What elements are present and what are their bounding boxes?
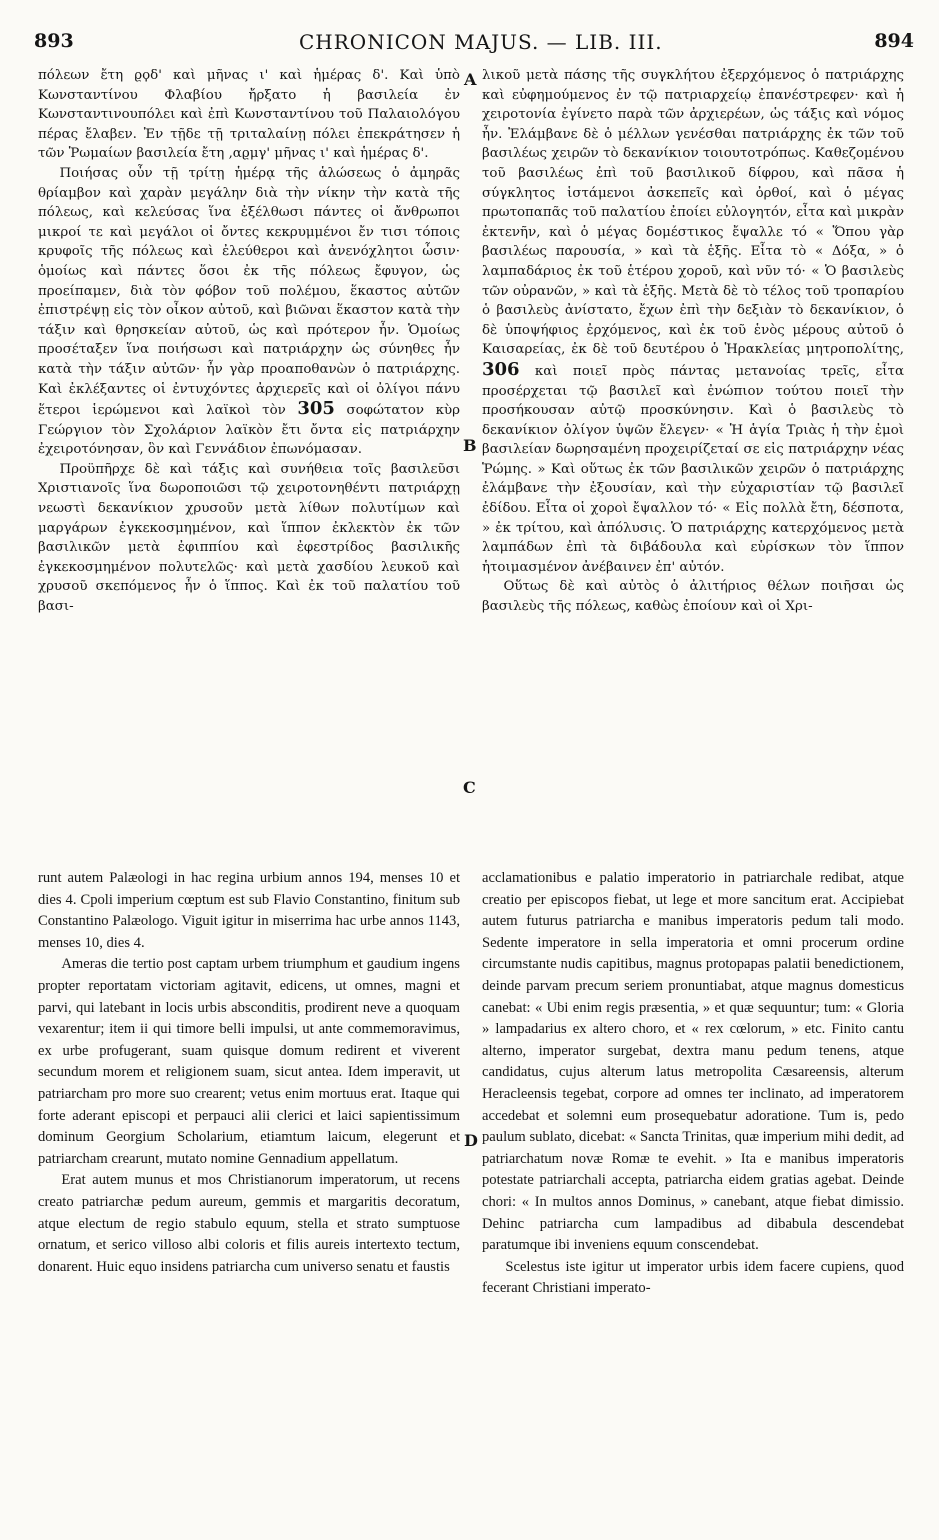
latin-right-paragraph-2: Scelestus iste igitur ut imperator urbis idem facere cupiens, quod fecerant Christiani imperato- <box>482 1258 904 1297</box>
greek-right-paragraph-1 <box>482 66 904 577</box>
latin-column-right <box>482 868 904 1300</box>
page-marker-305: 305 <box>297 398 335 420</box>
page-header <box>34 30 914 62</box>
latin-left-paragraph-3: Erat autem munus et mos Christianorum imperatorum, ut recens creato patriarchæ pedum aureum, gemmis et margaritis decoratum, atque electum de regio stabulo equum, stella et strato sumptuose ornatum, et serico villoso albi coloris et filis aureis intertexto tectum, donarent. Huic equo insidens patriarcha cum universo senatu et faustis <box>38 1172 460 1275</box>
page-number-left: 893 <box>34 30 74 52</box>
greek-left-paragraph-2-text: Ποιήσας οὖν τῇ τρίτῃ ἡμέρᾳ τῆς ἁλώσεως ὁ ἀμηρᾶς θρίαμβον καὶ χαρὰν μεγάλην διὰ τὴν νίκην τὴν κατὰ τῆς πόλεως, καὶ κελεύσας ἵνα ἐξέλθωσι πάντες οἱ ἄνθρωποι μικροί τε καὶ μεγάλοι οἱ ὄντες κεκρυμμένοι ἔν τισι τόποις κρυφοῖς τῆς πόλεως καὶ ἐλεύθεροι καὶ ἀνενόχλητοι ὦσιν· ὁμοίως καὶ πάντες ὅσοι ἐκ τῆς πόλεως ἔφυγον, ὡς προείπαμεν, διὰ τὸν φόβον τοῦ πολέμου, ἕκαστος αὐτῶν ἐπιστρέψῃ εἰς τὸν οἶκον αὐτοῦ, καὶ βιῶναι ἕκαστον κατὰ τὴν τάξιν καὶ θρησκείαν αὐτοῦ, ὡς καὶ πρότερον ἦν. Ὁμοίως προσέταξεν ἵνα ποιήσωσι καὶ πατριάρχην ὡς σύνηθες ἦν κατὰ τὴν τάξιν αὐτῶν· ἦν γὰρ προαποθανὼν ὁ πατριάρχης. Καὶ ἐκλέξαντες οἱ ἐντυχόντες ἀρχιερεῖς καὶ οἱ ὀλίγοι πάνυ ἕτεροι ἱερώμενοι καὶ λαϊκοὶ τὸν <box>38 165 460 419</box>
margin-letter-c: C <box>463 778 476 797</box>
running-title: CHRONICON MAJUS. — LIB. III. <box>299 30 663 54</box>
latin-left-paragraph-1: runt autem Palæologi in hac regina urbium annos 194, menses 10 et dies 4. Cpoli imperium cœptum est sub Flavio Constantino, finitum sub Constantino Palæologo. Viguit igitur in miserrima hac urbe annos 1143, menses 10, dies 4. <box>38 870 460 951</box>
latin-right-paragraph-1: acclamationibus e palatio imperatorio in patriarchale redibat, atque creatio per episcopos fiebat, ut lege et more sancitum erat. Accipiebat autem futurus patriarcha e manibus imperatoris pedum tali modo. Sedente imperatore in sella imperatoria et omni procerum ordine circumstante nudis capitibus, magnus protopapas palatii benedictionem, deinde parvam precum seriem pronuntiabat, atque magnus domesticus canebat: « Ubi enim regis præsentia, » et quæ sequuntur; tum: « Gloria » lampadarius ex altero choro, et « rex cœlorum, » etc. Finito cantu alterno, imperator surgebat, dextra manu pedum tenens, atque candidatus, cujus alterum latus metropolita Cæsareensis, alterum Heracleensis tegebat, corpore ad omnes ter inclinato, ad imperatorem accedebat et solemni eum prosequebatur adoratione. Tum is, pedo paulum sublato, dicebat: « Sancta Trinitas, quæ imperium mihi dedit, ad patriarchatum novæ Romæ te evehit. » Ita e manibus imperatoris potestate patriarchali accepta, patriarcha eidem gratias agebat. Deinde chori: « In multos annos Dominus, » canebant, atque fiebat dimissio. Dehinc patriarcha cum lampadibus ad dibabula descendebat paratumque ibi inveniens equum conscendebat. <box>482 870 904 1254</box>
greek-column-right <box>482 66 904 617</box>
margin-letter-b: B <box>463 436 477 455</box>
page-marker-306: 306 <box>482 358 520 380</box>
latin-left-paragraph-2: Ameras die tertio post captam urbem triumphum et gaudium ingens propter reportatam victoriam agitavit, edicens, ut omnes, magni et parvi, qui latebant in locis urbis absconditis, prodirent neve a quoquam vexarentur; item ii qui timore belli impulsi, ut ante commemoravimus, ex urbe profugerant, suam quisque domum redirent et viverent secundum morem et religionem suam, sicut antea. Idem imperavit, ut patriarcham pro more suo crearent; vetus enim mortuus erat. Itaque qui forte aderant episcopi et perpauci alii clerici et laici sapientissimum dominum Georgium Scholarium, etiamtum laicum, elegerunt et patriarcham crearunt, mutato nomine Gennadium appellatum. <box>38 956 460 1167</box>
greek-left-paragraph-1: πόλεων ἔτη ϱϙδ' καὶ μῆνας ι' καὶ ἡμέρας δ'. Καὶ ὑπὸ Κωνσταντίνου Φλαβίου ἤρξατο ἡ βασιλεία ἐν Κωνσταντινουπόλει καὶ ἐπὶ Κωνσταντίνου τοῦ Παλαιολόγου πέρας ἔλαβεν. Ἐν τῇδε τῇ τριταλαίνῃ πόλει ἐπεκράτησεν ἡ τῶν Ῥωμαίων βασιλεία ἔτη ‚αϱμγ' μῆνας ι' καὶ ἡμέρας δ'. <box>38 68 460 162</box>
greek-column-left <box>38 66 460 617</box>
greek-right-paragraph-1-continued: καὶ ποιεῖ πρὸς πάντας μετανοίας τρεῖς, εἶτα προσέρχεται τῷ βασιλεῖ καὶ ἐνώπιον τούτου ποιεῖ τὴν προσήκουσαν αὐτῷ προσκύνησιν. Καὶ ὁ βασιλεὺς τὸ δεκανίκιον ὀλίγον ὑψῶν ἔλεγεν· « Ἡ ἁγία Τριὰς ἡ τὴν ἐμοὶ βασιλείαν δωρησαμένη προχειρίζεταί σε εἰς πατριάρχην νέας Ῥώμης. » Καὶ οὕτως ἐκ τῶν βασιλικῶν χειρῶν ὁ πατριάρχης ἐλάμβανε τὴν ἐξουσίαν, καὶ τὴν εὐχαριστίαν τῷ βασιλεῖ ἐδίδου. Εἶτα οἱ χοροὶ ἔψαλλον τό· « Εἰς πολλὰ ἔτη, δέσποτα, » ἐκ τρίτου, καὶ ἀπόλυσις. Ὁ πατριάρχης κατερχόμενος μετὰ λαμπάδων ἐπὶ τὰ διβάδουλα καὶ εὑρίσκων τὸν ἵππον ἡτοιμασμένον ἀνέβαινεν ἐπ' αὐτόν. <box>482 363 904 575</box>
greek-left-paragraph-2 <box>38 164 460 460</box>
greek-left-paragraph-2-continued: σοφώτατον κὺρ Γεώργιον τὸν Σχολάριον λαϊκὸν ἔτι ὄντα εἰς πατριάρχην ἐχειροτόνησαν, ὃν καὶ Γεννάδιον ἐπωνόμασαν. <box>38 403 460 458</box>
page-number-right: 894 <box>874 30 914 52</box>
margin-letter-a: A <box>464 70 477 89</box>
greek-right-paragraph-2: Οὕτως δὲ καὶ αὐτὸς ὁ ἀλιτήριος θέλων ποιῆσαι ὡς βασιλεὺς τῆς πόλεως, καθὼς ἐποίουν καὶ οἱ Χρι- <box>482 579 904 615</box>
greek-right-paragraph-1-text: λικοῦ μετὰ πάσης τῆς συγκλήτου ἐξερχόμενος ὁ πατριάρχης καὶ εὐφημούμενος ἐν τῷ πατριαρχείῳ ἐπανέστρεφεν· καὶ ἡ χειροτονία ἐγίνετο παρὰ τῶν ἀρχιερέων, ὡς τάξις καὶ νόμος ἦν. Ἐλάμβανε δὲ ὁ μέλλων γενέσθαι πατριάρχης ἐκ τῶν τοῦ βασιλέως χειρῶν τὸ δεκανίκιον τοιουτοτρόπως. Καθεζομένου τοῦ βασιλέως ἐπὶ τοῦ βασιλικοῦ δίφρου, καὶ πᾶσα ἡ σύγκλητος ἱστάμενοι ἀσκεπεῖς καὶ ὀρθοί, καὶ ὁ μέγας πρωτοπαπᾶς τοῦ παλατίου ἐποίει εὐλογητόν, εἶτα καὶ μικρὰν ἐκτενῆν, καὶ ὁ μέγας δομέστικος ἔψαλλε τό « Ὅπου γὰρ βασιλέως παρουσία, » καὶ τὰ ἑξῆς. Εἶτα τὸ « Δόξα, » ὁ λαμπαδάριος ἐκ τοῦ ἑτέρου χοροῦ, καὶ νῦν τό· « Ὁ βασιλεὺς τῶν οὐρανῶν, » καὶ τὰ ἑξῆς. Μετὰ δὲ τὸ τέλος τοῦ τροπαρίου ὁ βασιλεὺς ἀνίστατο, ἔχων ἐπὶ τὴν δεξιὰν τὸ δεκανίκιον, ὁ δὲ ὑποψήφιος ἐρχόμενος, καὶ ἐκ τοῦ ἑνὸς μέρους αὐτοῦ ὁ Καισαρείας, ἐκ δὲ τοῦ δευτέρου ὁ Ἡρακλείας μητροπολίτης, <box>482 68 904 358</box>
latin-column-left <box>38 868 460 1278</box>
margin-letter-d: D <box>464 1131 478 1150</box>
greek-left-paragraph-3: Προϋπῆρχε δὲ καὶ τάξις καὶ συνήθεια τοῖς βασιλεῦσι Χριστιανοῖς ἵνα δωροποιῶσι τῷ χειροτονηθέντι πατριάρχῃ νεωστὶ δεκανίκιον χρυσοῦν μετὰ λίθων πολυτίμων καὶ μαργάρων ἐγκεκοσμημένον, καὶ ἵππον ἐκλεκτὸν ἐκ τῶν βασιλικῶν μετὰ ἐφιππίου καὶ ἐφεστρίδος βασιλικῆς ἐγκεκοσμημένον πολυτελῶς· καὶ μετὰ χασδίου λευκοῦ καὶ χρυσοῦ σκεπόμενος ἦν ὁ ἵππος. Καὶ ἐκ τοῦ παλατίου τοῦ βασι- <box>38 461 460 615</box>
